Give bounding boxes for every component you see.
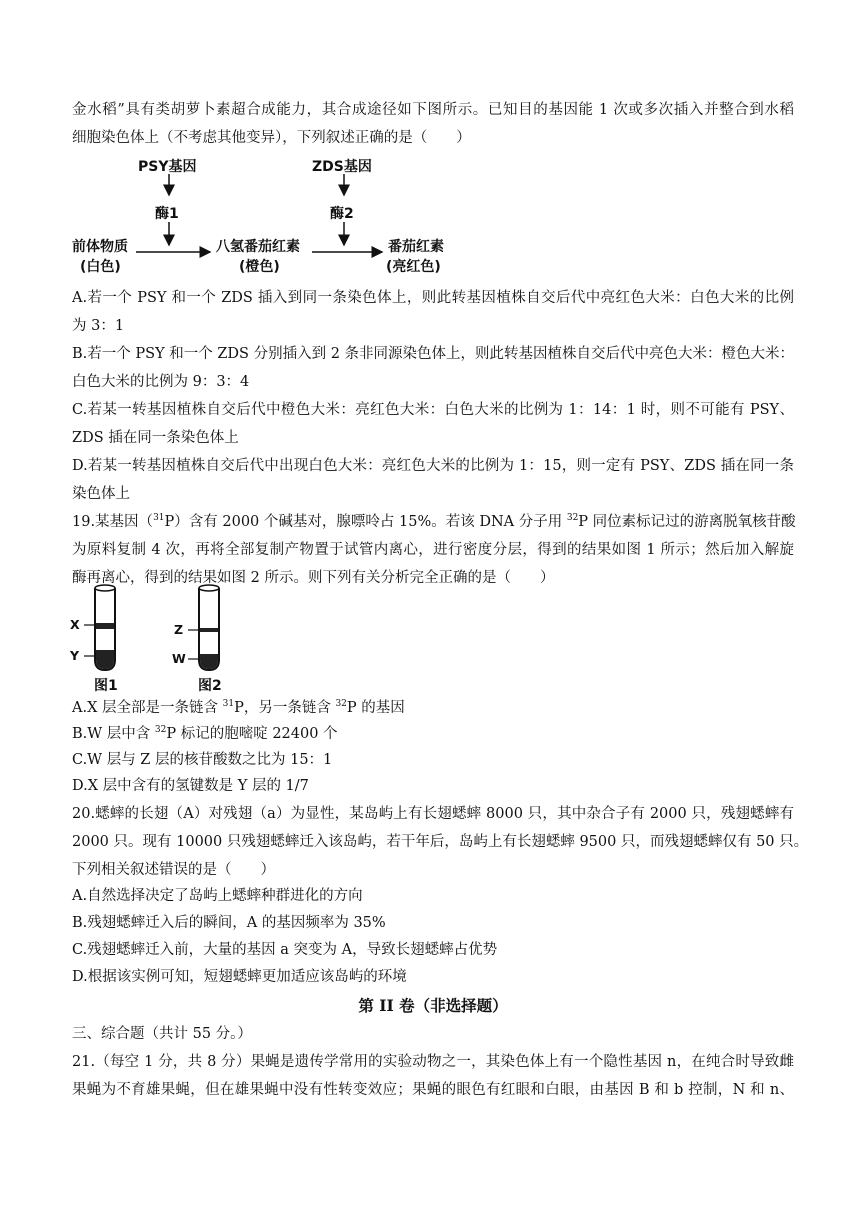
tube-2 [188,585,219,670]
band-z [200,628,218,632]
lycopene-label: 番茄红素 [388,239,444,255]
q18-option-b-line-1: B.若一个 PSY 和一个 ZDS 分别插入到 2 条非同源染色体上，则此转基因植株自交后代中亮色大米：橙色大米： [72,346,795,362]
q19-option-a [72,696,794,720]
q19-option-b-part-1: B.W 层中含 [72,726,155,742]
q18-option-b-line-2: 白色大米的比例为 9：3：4 [72,374,250,390]
figure-1-caption: 图1 [94,678,118,694]
q21-stem-line-1: 21.（每空 1 分，共 8 分）果蝇是遗传学常用的实验动物之一，其染色体上有一个隐性基因 n，在纯合时导致雌 [72,1054,794,1070]
q19-option-a-part-3: P 的基因 [346,700,405,716]
q18-option-d-line-1: D.若某一转基因植株自交后代中出现白色大米：亮红色大米的比例为 1：15，则一定有 PSY、ZDS 插在同一条 [72,458,794,474]
q19-option-d: D.X 层中含有的氢键数是 Y 层的 1/7 [72,778,309,794]
q19-isotope-31-sup: 31 [153,513,165,523]
psy-gene-label: PSY基因 [138,159,197,175]
intro-line-1: 金水稻”具有类胡萝卜素超合成能力，其合成途径如下图所示。已知目的基因能 1 次或多次插入并整合到水稻 [72,102,794,118]
figure-2-caption: 图2 [198,678,222,694]
q19-option-b [72,722,794,746]
q20-option-b: B.残翅蟋蟀迁入后的瞬间，A 的基因频率为 35% [72,915,386,931]
precursor-label: 前体物质 [72,239,128,255]
q20-stem-line-3: 下列相关叙述错误的是（ ） [72,862,275,878]
q19-option-a-sup-31: 31 [222,699,235,709]
zds-gene-label: ZDS基因 [312,159,372,175]
q19-stem-part-1: 19.某基因（ [72,514,154,530]
layer-y-label: Y [70,648,80,663]
q19-option-a-sup-32: 32 [335,699,347,709]
phytoene-label: 八氢番茄红素 [216,239,300,255]
band-w [200,654,218,669]
q18-option-a-line-2: 为 3：1 [72,318,125,334]
q20-stem-line-1: 20.蟋蟀的长翅（A）对残翅（a）为显性，某岛屿上有长翅蟋蟀 8000 只，其中杂合子有 2000 只，残翅蟋蟀有 [72,806,794,822]
part-2-title: 第 II 卷（非选择题） [358,996,508,1015]
layer-z-label: Z [174,622,184,637]
q19-option-a-part-2: P，另一条链含 [234,700,336,716]
q20-option-d: D.根据该实例可知，短翅蟋蟀更加适应该岛屿的环境 [72,969,407,985]
q19-option-c: C.W 层与 Z 层的核苷酸数之比为 15：1 [72,752,333,768]
enzyme2-label: 酶2 [330,206,354,222]
q20-option-c: C.残翅蟋蟀迁入前，大量的基因 a 突变为 A，导致长翅蟋蟀占优势 [72,942,498,958]
q19-stem-part-2: P）含有 2000 个碱基对，腺嘌呤占 15%。若该 DNA 分子用 [164,514,567,530]
band-y [96,650,114,669]
q19-stem-line-2: 为原料复制 4 次，再将全部复制产物置于试管内离心，进行密度分层，得到的结果如图 1 所示；然后加入解旋 [72,542,794,558]
q18-option-c-line-2: ZDS 插在同一条染色体上 [72,430,239,446]
phytoene-color-label: (橙色) [239,259,280,275]
q20-option-a: A.自然选择决定了岛屿上蟋蟀种群进化的方向 [72,888,363,904]
intro-line-2: 细胞染色体上（不考虑其他变异），下列叙述正确的是（ ） [72,130,471,146]
q19-option-b-sup-32: 32 [154,725,167,735]
q19-stem-line-3: 酶再离心，得到的结果如图 2 所示。则下列有关分析完全正确的是（ ） [72,570,555,586]
q19-stem-line-1 [72,510,794,534]
q19-isotope-32-sup: 32 [566,513,579,523]
q18-option-c-line-1: C.若某一转基因植株自交后代中橙色大米：亮红色大米：白色大米的比例为 1：14：1 时，则不可能有 PSY、 [72,402,794,418]
band-x [96,623,114,629]
q18-option-d-line-2: 染色体上 [72,486,130,502]
q21-stem-line-2: 果蝇为不育雄果蝇，但在雄果蝇中没有性转变效应；果蝇的眼色有红眼和白眼，由基因 B 和 b 控制，N 和 n、 [72,1082,794,1098]
lycopene-color-label: (亮红色) [386,259,441,275]
tube-1 [84,585,115,670]
layer-w-label: W [172,651,186,666]
centrifuge-tubes-figure [64,580,264,696]
q19-stem-part-3: P 同位素标记过的游离脱氧核苷酸 [578,514,796,530]
section-3-heading: 三、综合题（共计 55 分。） [72,1026,252,1042]
q19-option-b-part-2: P 标记的胞嘧啶 22400 个 [166,726,338,742]
enzyme1-label: 酶1 [155,206,179,222]
precursor-color-label: (白色) [80,259,121,275]
synthesis-pathway-diagram [72,150,492,280]
q20-stem-line-2: 2000 只。现有 10000 只残翅蟋蟀迁入该岛屿，若干年后，岛屿上有长翅蟋蟀 9500 只，而残翅蟋蟀仅有 50 只。 [72,834,809,850]
q18-option-a-line-1: A.若一个 PSY 和一个 ZDS 插入到同一条染色体上，则此转基因植株自交后代中亮红色大米：白色大米的比例 [72,290,794,306]
layer-x-label: X [70,617,80,632]
q19-option-a-part-1: A.X 层全部是一条链含 [72,700,223,716]
